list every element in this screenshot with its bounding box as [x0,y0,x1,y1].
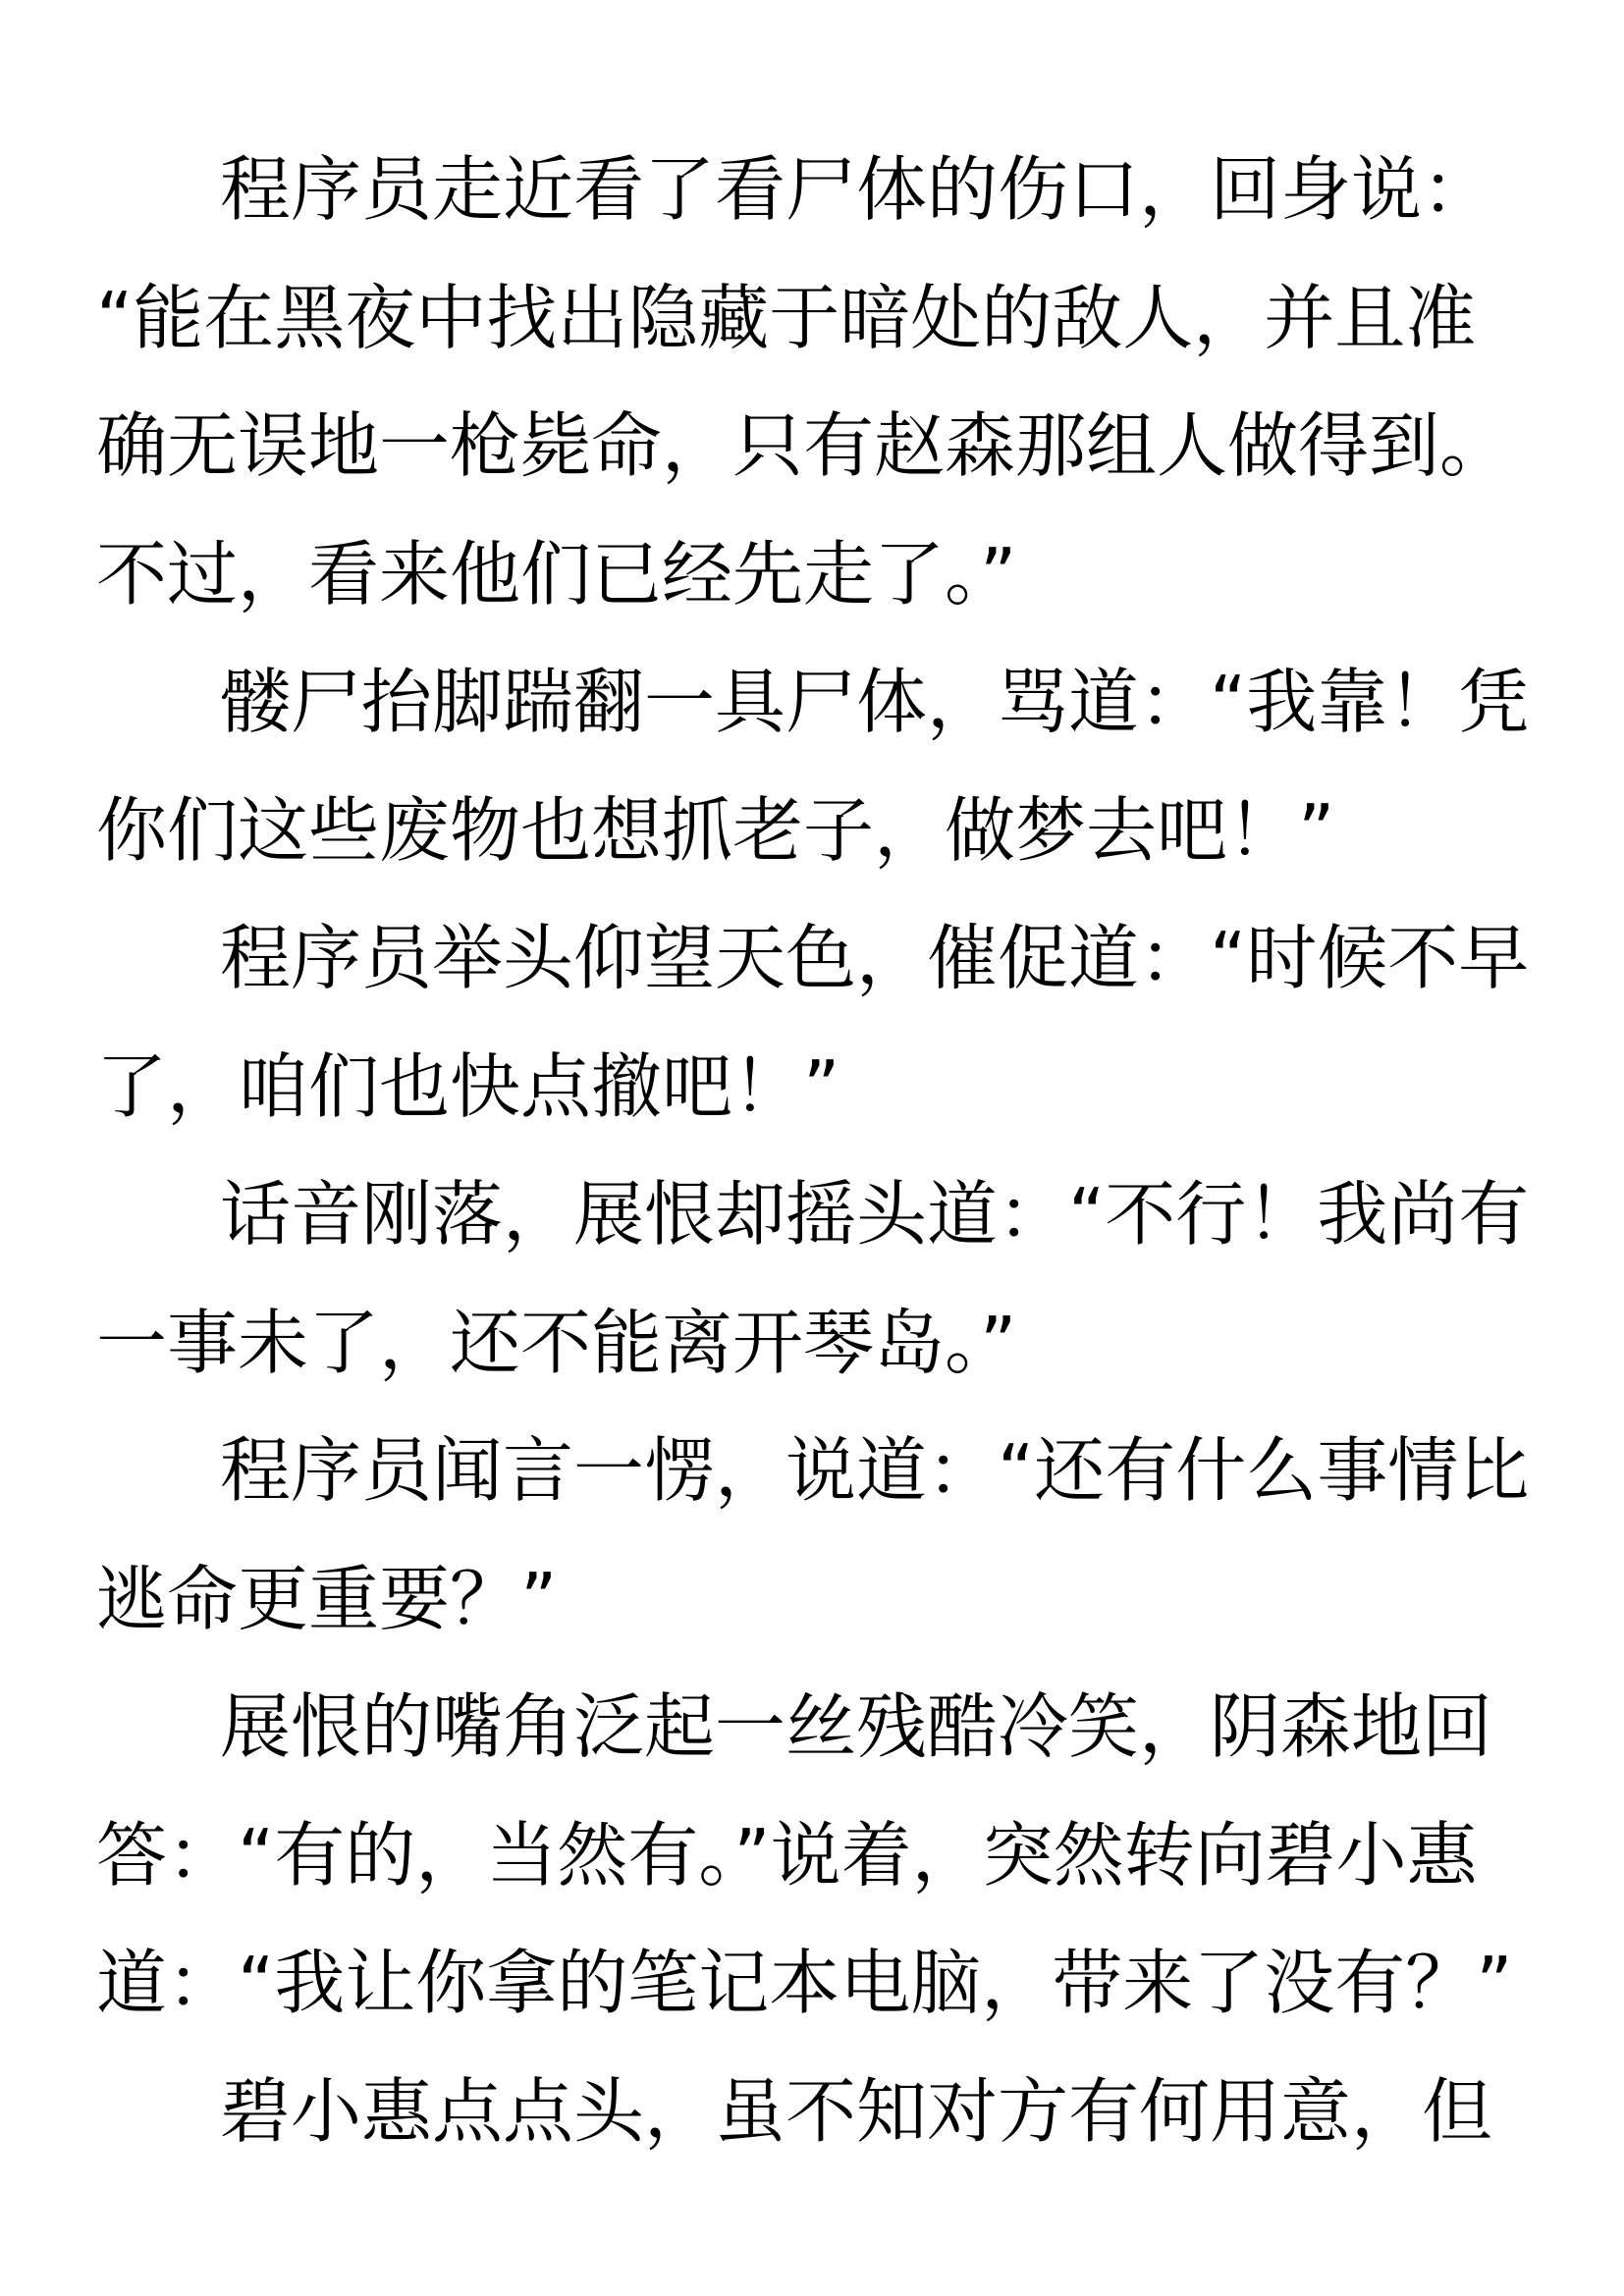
text-line-7: 程序员举头仰望天色，催促道：“时候不早 [220,917,1530,999]
body-text [96,126,1540,2175]
text-line-8: 了，咱们也快点撤吧！” [96,1044,840,1128]
text-line-4: 不过，看来他们已经先走了。” [96,532,1017,615]
text-line-1: 程序员走近看了看尸体的伤口，回身说： [220,148,1493,231]
text-line-3: 确无误地一枪毙命，只有赵森那组人做得到。 [96,404,1511,487]
text-line-15: 道：“我让你拿的笔记本电脑，带来了没有？” [96,1942,1513,2024]
text-line-5: 髅尸抬脚踹翻一具尸体，骂道：“我靠！凭 [220,661,1530,743]
text-line-10: 一事未了，还不能离开琴岛。” [96,1301,1017,1384]
text-line-9: 话音刚落，展恨却摇头道：“不行！我尚有 [220,1173,1530,1255]
text-line-12: 逃命更重要？” [96,1557,558,1640]
text-line-6: 你们这些废物也想抓老子，做梦去吧！” [96,788,1335,872]
text-line-14: 答：“有的，当然有。”说着，突然转向碧小惠 [96,1813,1478,1896]
text-line-2: “能在黑夜中找出隐藏于暗处的敌人，并且准 [96,276,1477,359]
text-line-11: 程序员闻言一愣，说道：“还有什么事情比 [220,1429,1530,1512]
text-line-13: 展恨的嘴角泛起一丝残酷冷笑，阴森地回 [220,1685,1493,1768]
text-line-16: 碧小惠点点头，虽不知对方有何用意，但 [220,2069,1493,2153]
